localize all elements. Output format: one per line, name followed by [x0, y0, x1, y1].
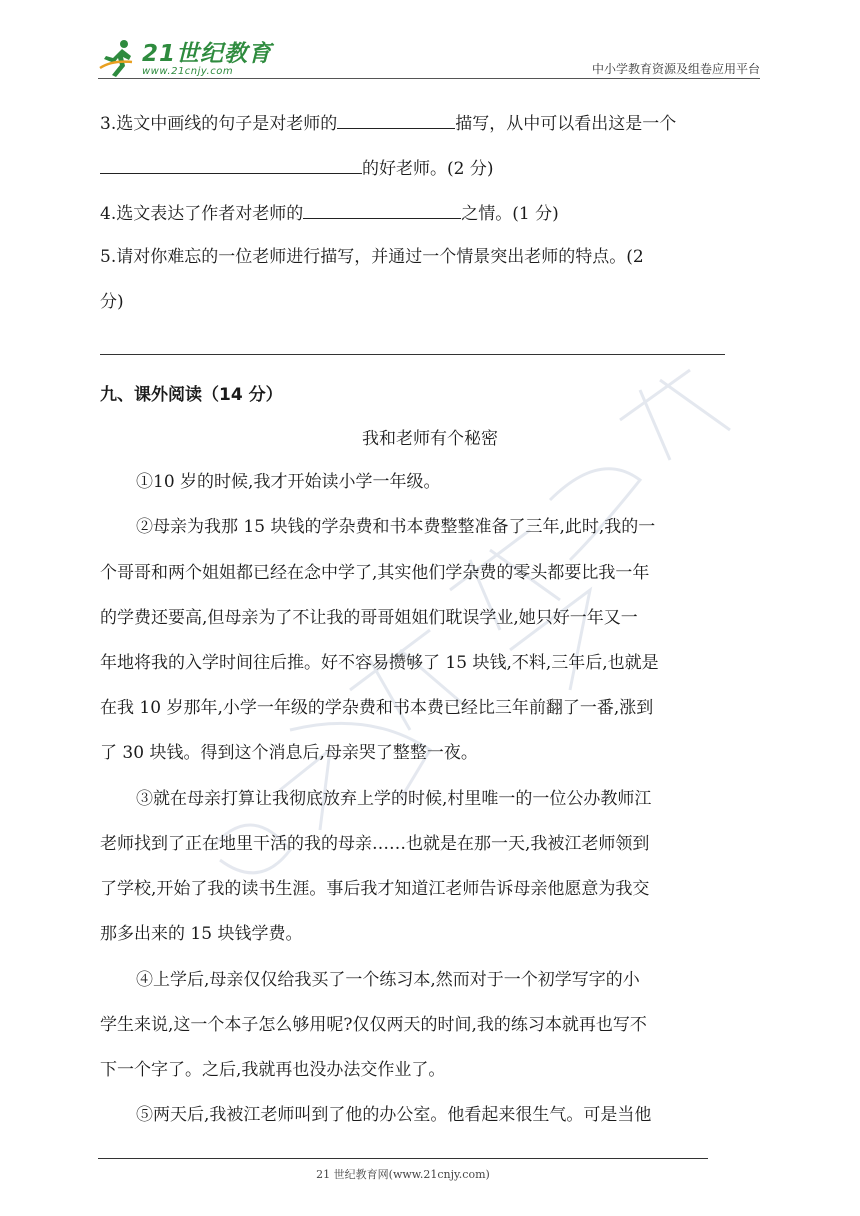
site-logo [98, 36, 272, 78]
article-line: ③就在母亲打算让我彻底放弃上学的时候,村里唯一的一位公办教师江 [136, 789, 652, 809]
article-line: 个哥哥和两个姐姐都已经在念中学了,其实他们学杂费的零头都要比我一年 [100, 563, 650, 583]
article-line: 年地将我的入学时间往后推。好不容易攒够了 15 块钱,不料,三年后,也就是 [100, 653, 659, 673]
article-line: ②母亲为我那 15 块钱的学杂费和书本费整整准备了三年,此时,我的一 [136, 517, 656, 537]
article-line: 学生来说,这一个本子怎么够用呢?仅仅两天的时间,我的练习本就再也写不 [100, 1015, 647, 1035]
answer-blank-3b[interactable] [100, 155, 362, 174]
article-title: 我和老师有个秘密 [362, 429, 498, 449]
article-line: ⑤两天后,我被江老师叫到了他的办公室。他看起来很生气。可是当他 [136, 1105, 652, 1125]
question-4-text-a: 4.选文表达了作者对老师的 [100, 204, 304, 224]
question-3-text-c: 的好老师。(2 分) [362, 159, 494, 179]
answer-line-5[interactable] [100, 354, 725, 355]
question-5-line-1: 5.请对你难忘的一位老师进行描写，并通过一个情景突出老师的特点。(2 [100, 247, 644, 267]
article-line: 那多出来的 15 块钱学费。 [100, 924, 303, 944]
runner-logo-icon [98, 38, 138, 78]
question-4-line [100, 200, 559, 226]
article-line: 了 30 块钱。得到这个消息后,母亲哭了整整一夜。 [100, 743, 478, 763]
question-3-text-a: 3.选文中画线的句子是对老师的 [100, 114, 338, 134]
platform-name: 中小学教育资源及组卷应用平台 [591, 62, 760, 76]
section-heading: 九、课外阅读（14 分） [100, 385, 283, 405]
answer-blank-3a[interactable] [337, 110, 455, 129]
question-4-text-b: 之情。(1 分) [461, 204, 559, 224]
page-header [98, 30, 760, 82]
footer-divider [98, 1158, 708, 1159]
question-3-line-1 [100, 110, 676, 136]
logo-title: 21世纪教育 [142, 41, 273, 67]
answer-blank-4[interactable] [303, 200, 461, 219]
question-3-line-2 [100, 155, 493, 181]
article-line: 下一个字了。之后,我就再也没办法交作业了。 [100, 1060, 446, 1080]
question-3-text-b: 描写，从中可以看出这是一个 [455, 114, 677, 134]
article-line: 的学费还要高,但母亲为了不让我的哥哥姐姐们耽误学业,她只好一年又一 [100, 608, 638, 628]
article-line: 老师找到了正在地里干活的我的母亲……也就是在那一天,我被江老师领到 [100, 834, 650, 854]
article-line: ④上学后,母亲仅仅给我买了一个练习本,然而对于一个初学写字的小 [136, 970, 640, 990]
article-line: 了学校,开始了我的读书生涯。事后我才知道江老师告诉母亲他愿意为我交 [100, 879, 650, 899]
article-line: 在我 10 岁那年,小学一年级的学杂费和书本费已经比三年前翻了一番,涨到 [100, 698, 654, 718]
logo-url: www.21cnjy.com [142, 66, 234, 77]
page-footer: 21 世纪教育网(www.21cnjy.com) [316, 1168, 490, 1181]
article-line: ①10 岁的时候,我才开始读小学一年级。 [136, 472, 441, 492]
header-divider [98, 78, 760, 79]
question-5-line-2: 分) [100, 292, 124, 312]
